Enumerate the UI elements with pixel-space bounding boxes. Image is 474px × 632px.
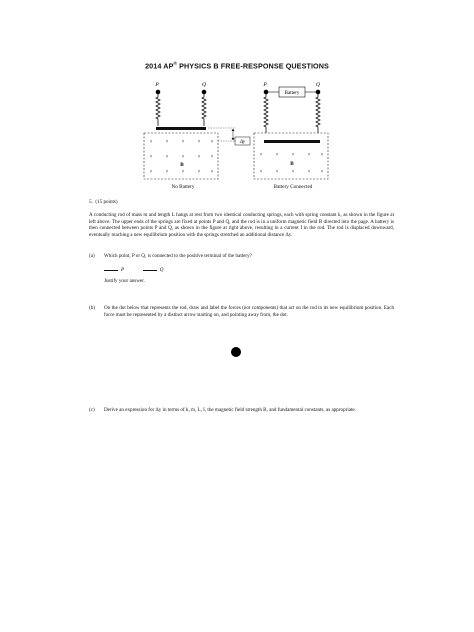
- left-point-q: [202, 90, 207, 95]
- question-heading: [89, 199, 118, 206]
- rod-dot[interactable]: [231, 347, 241, 357]
- left-rod: [156, 127, 206, 130]
- left-label-p: P: [155, 82, 159, 88]
- right-field-mark: ×: [320, 170, 324, 175]
- right-spring-p: [264, 94, 268, 133]
- left-field-mark: ×: [181, 155, 185, 160]
- right-spring-q: [316, 94, 320, 133]
- right-field-mark: ×: [307, 170, 311, 175]
- right-field-mark: ×: [259, 170, 263, 175]
- left-field-mark: ×: [165, 170, 169, 175]
- option-q-blank[interactable]: [143, 265, 157, 271]
- part-a-justify: Justify your answer.: [104, 278, 145, 284]
- question-points: (15 points): [95, 199, 118, 205]
- right-field-label: B: [290, 161, 294, 167]
- right-field-mark: ×: [275, 170, 279, 175]
- left-field-mark: ×: [165, 155, 169, 160]
- part-c-question: [89, 407, 394, 414]
- delta-y-label: Δy: [239, 139, 246, 145]
- physics-figure: [0, 0, 474, 200]
- left-caption: No Battery: [171, 184, 195, 190]
- left-field-mark: ×: [149, 170, 153, 175]
- question-number: 5.: [89, 199, 93, 205]
- left-field-mark: ×: [197, 140, 201, 145]
- right-label-p: P: [263, 82, 267, 88]
- right-label-q: Q: [316, 82, 320, 88]
- right-field-mark: ×: [259, 153, 263, 158]
- right-diagram: [254, 82, 328, 179]
- right-field-mark: ×: [307, 153, 311, 158]
- option-p-blank[interactable]: [104, 265, 118, 271]
- left-field-mark: ×: [210, 170, 214, 175]
- part-c-text: Derive an expression for Δy in terms of k, m, L, I, the magnetic field strength B, and fundamental constants, as appropriate.: [104, 407, 356, 413]
- left-field-mark: ×: [197, 155, 201, 160]
- part-a-question: [89, 253, 394, 260]
- option-p-label: P: [121, 267, 125, 273]
- part-a-text: Which point, P or Q, is connected to the positive terminal of the battery?: [104, 253, 252, 259]
- part-c-label: (c): [89, 407, 95, 413]
- left-point-p: [156, 90, 161, 95]
- left-field-mark: ×: [165, 140, 169, 145]
- left-field-mark: ×: [149, 140, 153, 145]
- left-field-mark: ×: [149, 155, 153, 160]
- left-spring-p: [156, 94, 160, 126]
- right-caption: Battery Connected: [273, 184, 313, 190]
- header-year: 2014 AP: [145, 61, 174, 71]
- right-field-mark: ×: [291, 153, 295, 158]
- battery-label: Battery: [284, 91, 300, 96]
- left-field-label: B: [180, 162, 184, 168]
- right-field-mark: ×: [320, 153, 324, 158]
- right-field-mark: ×: [275, 153, 279, 158]
- part-a-options: [104, 265, 163, 274]
- left-field-mark: ×: [197, 170, 201, 175]
- question-intro: A conducting rod of mass m and length L hangs at rest from two identical conducting springs, each with spring constant k, as shown in the figure at left above. The upper ends of the springs are fixed at points P and Q, and the rod is in a uniform magnetic field B directed into the page. A battery is then connected between points P and Q, as shown in the figure at right above, resulting in a current I in the rod. The rod is displaced downward, eventually reaching a new equilibrium position with the springs stretched an additional distance Δy.: [89, 212, 394, 238]
- option-q-label: Q: [159, 267, 164, 273]
- left-field-mark: ×: [181, 140, 185, 145]
- left-label-q: Q: [202, 82, 206, 88]
- left-field-mark: ×: [210, 140, 214, 145]
- header-title: PHYSICS B FREE-RESPONSE QUESTIONS: [176, 61, 329, 71]
- left-field-mark: ×: [210, 155, 214, 160]
- right-field-mark: ×: [291, 170, 295, 175]
- left-field-mark: ×: [181, 170, 185, 175]
- left-spring-q: [202, 94, 206, 126]
- left-diagram: [144, 82, 250, 179]
- part-a-label: (a): [89, 253, 95, 259]
- part-b-label: (b): [89, 305, 95, 311]
- registered-mark: ®: [173, 61, 177, 66]
- part-b-text: On the dot below that represents the rod, draw and label the forces (not components) that act on the rod in its new equilibrium position. Each force must be represented by a distinct arrow starting on, and pointing away from, the dot.: [104, 305, 394, 318]
- right-rod: [264, 140, 320, 143]
- part-b-question: [89, 305, 394, 318]
